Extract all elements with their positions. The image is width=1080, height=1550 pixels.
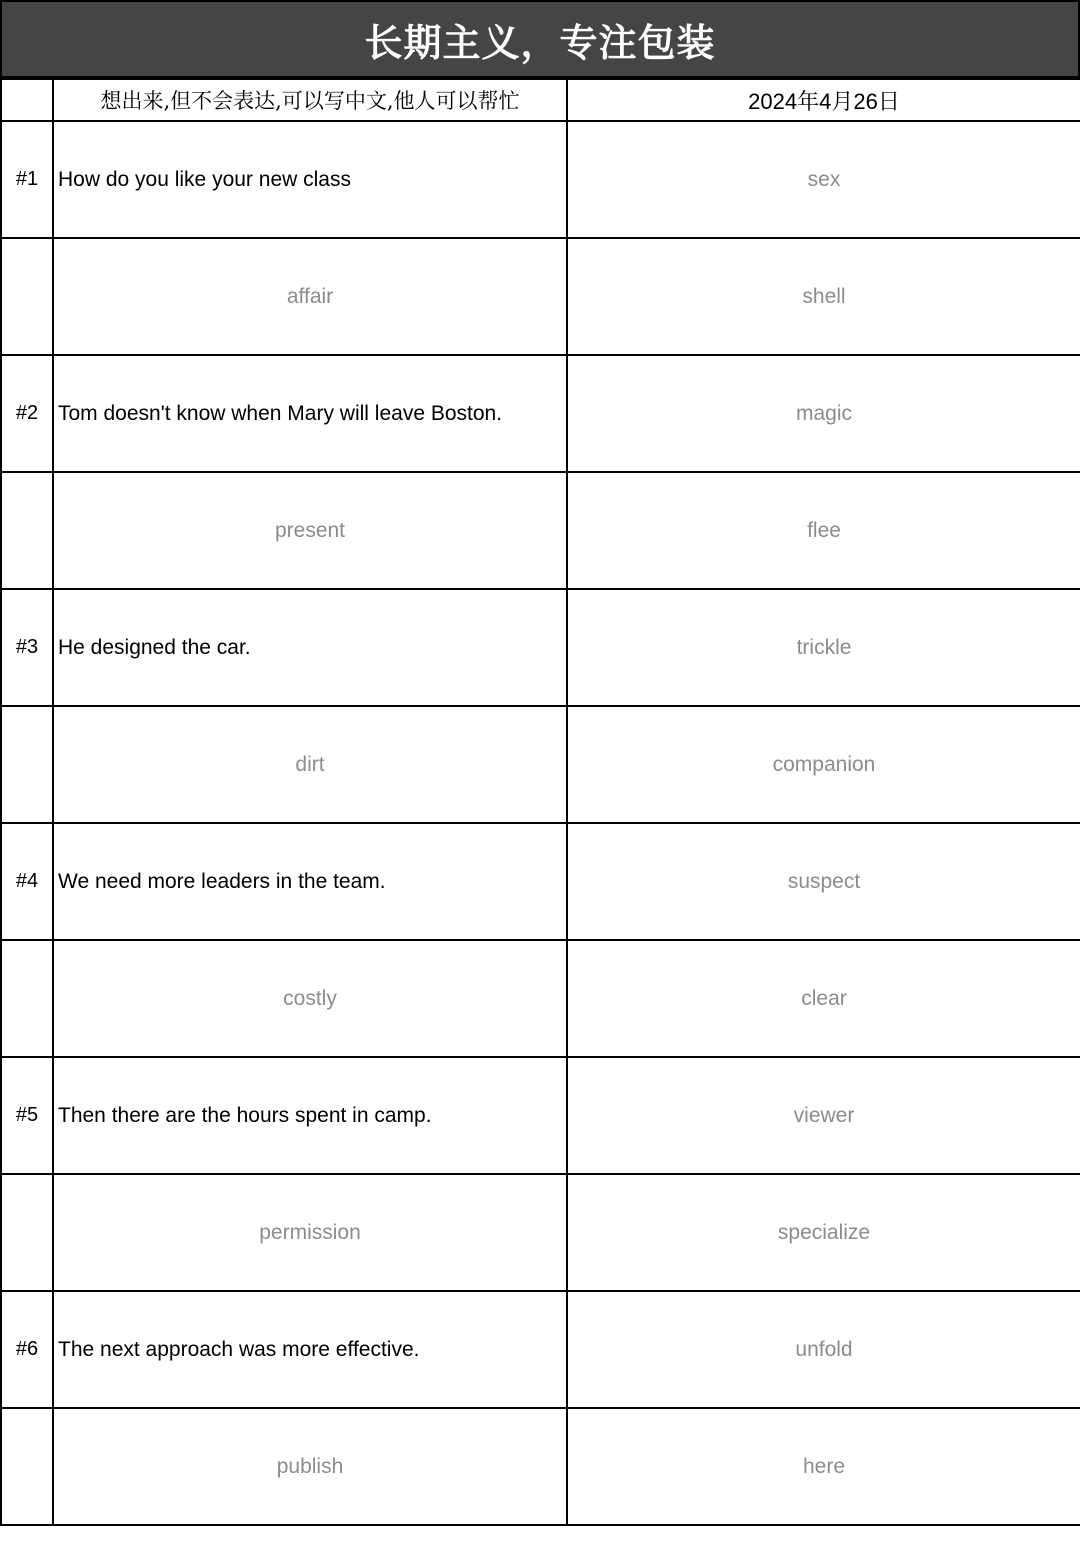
row-number	[1, 238, 53, 355]
vocab-word-cell[interactable]: clear	[567, 940, 1080, 1057]
sentence-row	[1, 121, 1080, 238]
date-text: 2024年4月26日	[567, 79, 1080, 121]
practice-table	[0, 78, 1080, 1526]
row-number	[1, 940, 53, 1057]
vocab-word-cell[interactable]: shell	[567, 238, 1080, 355]
sentence-row	[1, 823, 1080, 940]
sentence-cell[interactable]: The next approach was more effective.	[53, 1291, 567, 1408]
word-row	[1, 940, 1080, 1057]
row-number	[1, 706, 53, 823]
row-number	[1, 1174, 53, 1291]
sentence-cell[interactable]: How do you like your new class	[53, 121, 567, 238]
vocab-word-cell[interactable]: dirt	[53, 706, 567, 823]
row-number	[1, 472, 53, 589]
sentence-cell[interactable]: Tom doesn't know when Mary will leave Boston.	[53, 355, 567, 472]
vocab-word-cell[interactable]: magic	[567, 355, 1080, 472]
word-row	[1, 238, 1080, 355]
vocab-word-cell[interactable]: affair	[53, 238, 567, 355]
vocab-word-cell[interactable]: sex	[567, 121, 1080, 238]
vocab-word-cell[interactable]: permission	[53, 1174, 567, 1291]
sentence-row	[1, 355, 1080, 472]
vocab-word-cell[interactable]: publish	[53, 1408, 567, 1525]
row-number: #2	[1, 355, 53, 472]
vocab-word-cell[interactable]: present	[53, 472, 567, 589]
word-row	[1, 706, 1080, 823]
word-row	[1, 1174, 1080, 1291]
sentence-row	[1, 589, 1080, 706]
page-title: 长期主义，专注包装	[0, 0, 1080, 78]
hint-text: 想出来,但不会表达,可以写中文,他人可以帮忙	[53, 79, 567, 121]
sentence-cell[interactable]: He designed the car.	[53, 589, 567, 706]
vocab-word-cell[interactable]: costly	[53, 940, 567, 1057]
header-row	[1, 79, 1080, 121]
row-number: #6	[1, 1291, 53, 1408]
vocab-word-cell[interactable]: companion	[567, 706, 1080, 823]
sentence-row	[1, 1057, 1080, 1174]
sentence-row	[1, 1291, 1080, 1408]
vocab-word-cell[interactable]: here	[567, 1408, 1080, 1525]
header-num-cell	[1, 79, 53, 121]
vocab-word-cell[interactable]: suspect	[567, 823, 1080, 940]
vocab-word-cell[interactable]: unfold	[567, 1291, 1080, 1408]
row-number	[1, 1408, 53, 1525]
sentence-cell[interactable]: Then there are the hours spent in camp.	[53, 1057, 567, 1174]
vocab-word-cell[interactable]: viewer	[567, 1057, 1080, 1174]
sentence-cell[interactable]: We need more leaders in the team.	[53, 823, 567, 940]
row-number: #1	[1, 121, 53, 238]
row-number: #5	[1, 1057, 53, 1174]
vocab-word-cell[interactable]: trickle	[567, 589, 1080, 706]
word-row	[1, 472, 1080, 589]
word-row	[1, 1408, 1080, 1525]
vocab-word-cell[interactable]: specialize	[567, 1174, 1080, 1291]
vocab-word-cell[interactable]: flee	[567, 472, 1080, 589]
row-number: #4	[1, 823, 53, 940]
row-number: #3	[1, 589, 53, 706]
